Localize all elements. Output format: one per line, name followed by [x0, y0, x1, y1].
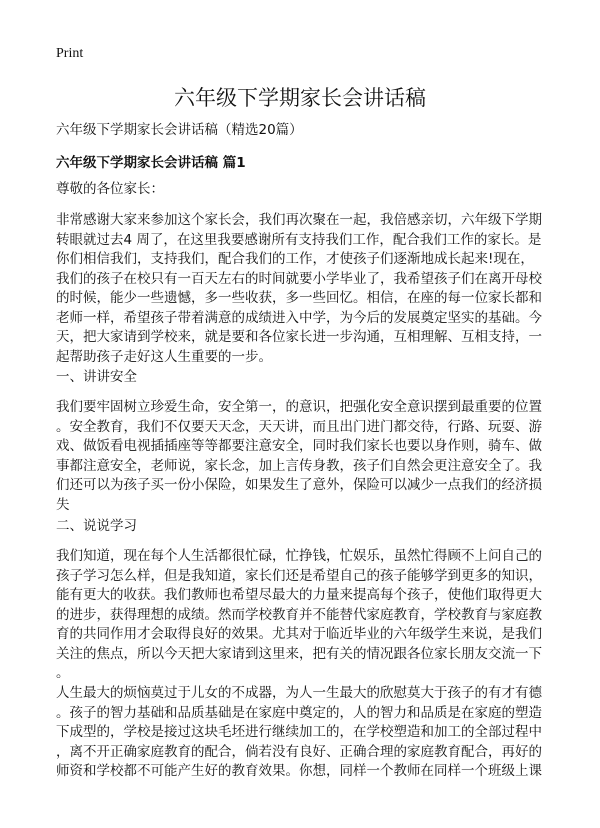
text-line: 你们相信我们，支持我们，配合我们的工作，才使孩子们逐渐地成长起来!现在， — [56, 251, 534, 267]
text-line: 我们要牢固树立珍爱生命，安全第一，的意识，把强化安全意识摆到最重要的位置 — [56, 399, 542, 415]
text-line: 事都注意安全，老师说，家长念，加上言传身教，孩子们自然会更注意安全了。我 — [56, 457, 542, 474]
paragraph-4 — [56, 684, 542, 782]
text-line: 非常感谢大家来参加这个家长会，我们再次聚在一起，我倍感亲切，六年级下学期 — [56, 212, 542, 228]
text-line: 起帮助孩子走好这人生重要的一步。 — [56, 348, 272, 365]
section-heading-study: 二、说说学习 — [56, 518, 137, 534]
subtitle: 六年级下学期家长会讲话稿（精选20篇） — [56, 122, 303, 138]
text-line: 师资和学校都不可能产生好的教育效果。你想，同样一个教师在同样一个班级上课 — [56, 763, 542, 779]
text-line: 的进步，获得理想的成绩。然而学校教育并不能替代家庭教育，学校教育与家庭教 — [56, 606, 542, 623]
text-line: 关注的焦点，所以今天把大家请到这里来，把有关的情况跟各位家长朋友交流一下 — [56, 645, 542, 662]
text-line: ，离不开正确家庭教育的配合，倘若没有良好、正确合理的家庭教育配合，再好的 — [56, 743, 542, 760]
paragraph-1 — [56, 211, 542, 367]
text-line: 老师一样，希望孩子带着满意的成绩进入中学，为今后的发展奠定坚实的基础。今 — [56, 309, 542, 326]
text-line: 下成型的，学校是接过这块毛坯进行继续加工的，在学校塑造和加工的全部过程中 — [56, 724, 542, 740]
text-line: 我们知道，现在每个人生活都很忙碌，忙挣钱，忙娱乐，虽然忙得顾不上问自己的 — [56, 548, 542, 564]
page-title: 六年级下学期家长会讲话稿 — [174, 86, 426, 110]
text-line: 能有更大的收获。我们教师也希望尽最大的力量来提高每个孩子，使他们取得更大 — [56, 587, 542, 603]
text-line: 转眼就过去4 周了，在这里我要感谢所有支持我们工作，配合我们工作的家长。是 — [56, 231, 542, 248]
text-line: 我们的孩子在校只有一百天左右的时间就要小学毕业了，我希望孩子们在离开母校 — [56, 270, 542, 287]
text-line: 。 — [56, 665, 70, 681]
text-line: 育的共同作用才会取得良好的效果。尤其对于临近毕业的六年级学生来说，是我们 — [56, 626, 542, 642]
text-line: 天，把大家请到学校来，就是要和各位家长进一步沟通，互相理解、互相支持，一 — [56, 329, 542, 345]
paragraph-2 — [56, 398, 542, 515]
text-line: 。孩子的智力基础和品质基础是在家庭中奠定的，人的智力和品质是在家庭的塑造 — [56, 704, 542, 721]
text-line: 的时候，能少一些遗憾，多一些收获，多一些回忆。相信，在座的每一位家长都和 — [56, 290, 542, 306]
text-line: 们还可以为孩子买一份小保险，如果发生了意外，保险可以减少一点我们的经济损 — [56, 477, 542, 493]
text-line: 戏、做饭看电视插插座等等都要注意安全，同时我们家长也要以身作则，骑车、做 — [56, 438, 542, 454]
text-line: 人生最大的烦恼莫过于儿女的不成器，为人一生最大的欣慰莫大于孩子的有才有德 — [56, 685, 542, 701]
text-line: 失 — [56, 496, 70, 513]
article-heading: 六年级下学期家长会讲话稿 篇1 — [56, 155, 246, 171]
section-heading-safety: 一、讲讲安全 — [56, 369, 137, 385]
paragraph-3 — [56, 547, 542, 684]
text-line: 。安全教育，我们不仅要天天念，天天讲，而且出门进门都交待，行路、玩耍、游 — [56, 418, 542, 435]
text-line: 孩子学习怎么样，但是我知道，家长们还是希望自己的孩子能够学到更多的知识， — [56, 567, 542, 584]
greeting: 尊敬的各位家长： — [56, 181, 164, 197]
print-link[interactable]: Print — [56, 46, 84, 61]
